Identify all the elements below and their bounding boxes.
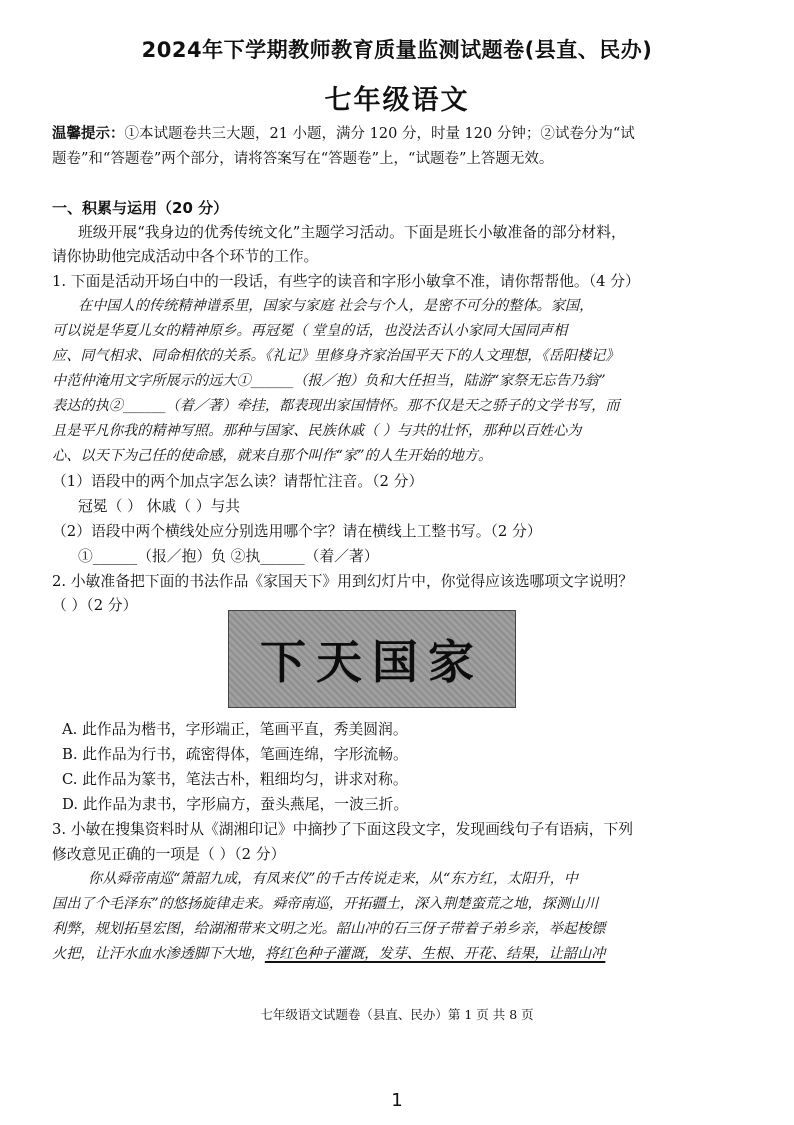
section-1-heading: 一、积累与运用（20 分） bbox=[52, 199, 229, 217]
q3-underlined-sentence: 将红色种子灌溉，发芽、生根、开花、结果，让韶山冲 bbox=[264, 946, 606, 962]
q3-passage-line: 利弊，规划拓垦宏图，给湖湘带来文明之光。韶山冲的石三伢子带着子弟乡亲，举起梭镖 bbox=[52, 921, 606, 937]
q3-passage-line: 你从舜帝南巡“箫韶九成，有凤来仪”的千古传说走来，从“东方红，太阳升，中 bbox=[88, 871, 578, 887]
q1-sub-1: （1）语段中的两个加点字怎么读？请帮忙注音。（2 分） bbox=[52, 473, 424, 490]
page-footer: 七年级语文试题卷（县直、民办）第 1 页 共 8 页 bbox=[260, 1007, 534, 1022]
calligraphy-text: 下天国家 bbox=[260, 635, 484, 689]
q2-option-c: C. 此作品为篆书，笔法古朴，粗细均匀，讲求对称。 bbox=[62, 771, 408, 788]
q3-stem-2: 修改意见正确的一项是（ ）（2 分） bbox=[52, 846, 286, 863]
q1-passage-line: 中范仲淹用文字所展示的远大①______（报／抱）负和大任担当，陆游“家祭无忘告乃翁” bbox=[52, 373, 606, 389]
q1-passage-line: 在中国人的传统精神谱系里，国家与家庭 社会与个人，是密不可分的整体。家国， bbox=[78, 298, 594, 314]
q1-sub-1-answer[interactable]: 冠冕（ ） 休戚（ ）与共 bbox=[78, 498, 241, 515]
q1-passage-line: 且是平凡你我的精神写照。那种与国家、民族休戚（ ）与共的壮怀，那种以百姓心为 bbox=[52, 423, 582, 439]
q1-stem: 1. 下面是活动开场白中的一段话，有些字的读音和字形小敏拿不准，请你帮帮他。（4 分） bbox=[52, 273, 640, 290]
q1-passage-line: 应、同气相求、同命相依的关系。《礼记》里修身齐家治国平天下的人文理想，《岳阳楼记》 bbox=[52, 348, 620, 364]
tip-line-1 bbox=[52, 122, 635, 143]
q2-option-d: D. 此作品为隶书，字形扁方，蚕头燕尾，一波三折。 bbox=[62, 796, 409, 813]
section-1-intro-1: 班级开展“我身边的优秀传统文化”主题学习活动。下面是班长小敏准备的部分材料， bbox=[78, 224, 626, 241]
q3-stem-1: 3. 小敏在搜集资料时从《湖湘印记》中摘抄了下面这段文字，发现画线句子有语病，下列 bbox=[52, 821, 634, 838]
q2-option-a: A. 此作品为楷书，字形端正，笔画平直，秀美圆润。 bbox=[62, 721, 408, 738]
q1-passage-line: 可以说是华夏儿女的精神原乡。再冠冕（ 堂皇的话，也没法否认小家同大国同声相 bbox=[52, 323, 568, 339]
page-number: 1 bbox=[391, 1090, 403, 1111]
calligraphy-image bbox=[228, 610, 516, 708]
q1-sub-2-answer[interactable]: ①______（报／抱）负 ②执______（着／著） bbox=[78, 548, 379, 565]
q3-passage-line-last bbox=[52, 943, 605, 963]
tip-label: 温馨提示： bbox=[52, 126, 125, 142]
q1-sub-2: （2）语段中两个横线处应分别选用哪个字？请在横线上工整书写。（2 分） bbox=[52, 523, 542, 540]
tip-text-1: ①本试题卷共三大题，21 小题，满分 120 分，时量 120 分钟；②试卷分为“试 bbox=[124, 126, 635, 142]
q2-answer-blank[interactable]: （ ）（2 分） bbox=[52, 597, 138, 614]
exam-subtitle: 七年级语文 bbox=[324, 85, 470, 116]
q1-passage-line: 心、以天下为己任的使命感，就来自那个叫作“家”的人生开始的地方。 bbox=[52, 448, 493, 464]
q1-passage-line: 表达的执②______（着／著）牵挂，都表现出家国情怀。那不仅是天之骄子的文学书写，而 bbox=[52, 398, 620, 414]
q2-option-b: B. 此作品为行书，疏密得体，笔画连绵，字形流畅。 bbox=[62, 746, 408, 763]
section-1-intro-2: 请你协助他完成活动中各个环节的工作。 bbox=[52, 248, 319, 265]
q3-passage-plain: 火把，让汗水血水渗透脚下大地， bbox=[52, 946, 265, 962]
exam-title: 2024年下学期教师教育质量监测试题卷(县直、民办) bbox=[141, 38, 653, 62]
tip-line-2: 题卷”和“答题卷”两个部分，请将答案写在“答题卷”上，“试题卷”上答题无效。 bbox=[52, 151, 554, 167]
q3-passage-line: 国出了个毛泽东”的悠扬旋律走来。舜帝南巡，开拓疆土，深入荆楚蛮荒之地，探测山川 bbox=[52, 896, 599, 912]
q2-stem: 2. 小敏准备把下面的书法作品《家国天下》用到幻灯片中，你觉得应该选哪项文字说明？ bbox=[52, 573, 634, 590]
